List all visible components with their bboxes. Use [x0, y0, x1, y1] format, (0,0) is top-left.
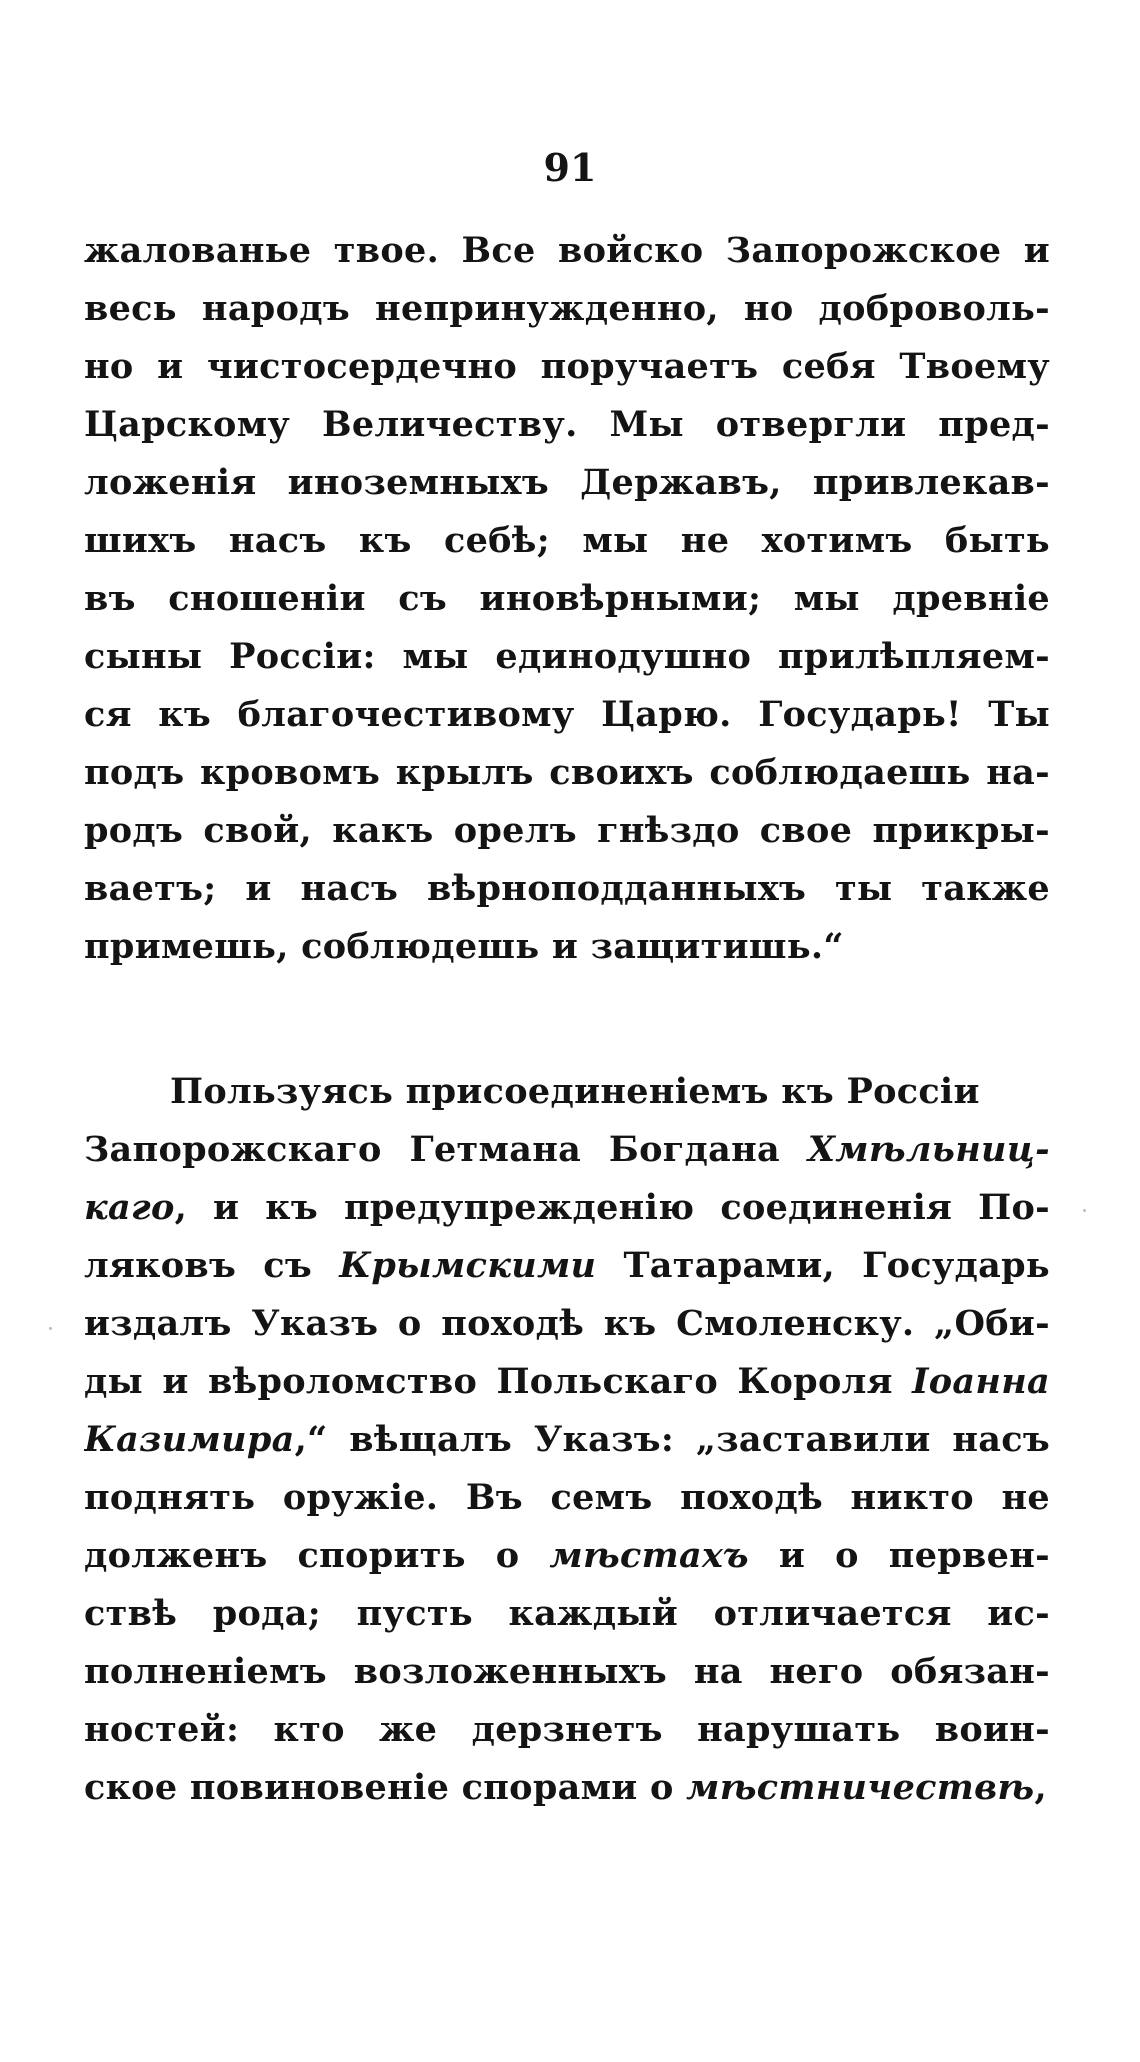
text-line: сыны Россіи: мы единодушно прилѣпляем-: [84, 636, 1050, 677]
text-segment: долженъ спорить о: [84, 1535, 550, 1576]
text-segment: поднять оружіе. Въ семъ походѣ никто не: [84, 1477, 1050, 1518]
text-line: жалованье твое. Все войско Запорожское и: [84, 230, 1050, 271]
text-line: [84, 1585, 1050, 1643]
page-number: 91: [543, 145, 597, 190]
text-segment: ды и вѣроломство Польскаго Короля: [84, 1361, 913, 1402]
text-line: Царскому Величеству. Мы отвергли пред-: [84, 404, 1050, 445]
italic-segment: Крымскими: [339, 1245, 597, 1286]
text-line: въ сношеніи съ иновѣрными; мы древніе: [84, 578, 1050, 619]
paper-speck: [49, 1327, 52, 1330]
text-segment: ское повиновеніе спорами о: [84, 1767, 687, 1808]
paragraph-decree: [84, 1063, 1050, 1817]
text-line: шихъ насъ къ себѣ; мы не хотимъ быть: [84, 520, 1050, 561]
text-line: ся къ благочестивому Царю. Государь! Ты: [84, 694, 1050, 735]
text-segment: ностей: кто же дерзнетъ нарушать воин-: [84, 1709, 1050, 1750]
italic-segment: мѣстахъ: [549, 1535, 749, 1576]
text-line: родъ свой, какъ орелъ гнѣздо свое прикры-: [84, 810, 1050, 851]
paragraph-quote-end: [84, 222, 1050, 976]
text-line: примешь, соблюдешь и защитишь.“: [84, 926, 844, 967]
text-line: [84, 1469, 1050, 1527]
text-segment: ,“ вѣщалъ Указъ: „заставили насъ: [294, 1419, 1050, 1460]
text-segment: ствѣ рода; пусть каждый отличается ис-: [84, 1593, 1050, 1634]
text-line: [84, 1759, 1050, 1817]
text-segment: , и къ предупрежденію соединенія По-: [174, 1187, 1050, 1228]
text-line: ложенія иноземныхъ Державъ, привлекав-: [84, 462, 1050, 503]
text-segment: издалъ Указъ о походѣ къ Смоленску. „Оби-: [84, 1303, 1050, 1344]
text-line: весь народъ непринужденно, но доброволь-: [84, 288, 1050, 329]
text-segment: и о первен-: [748, 1535, 1050, 1576]
italic-segment: Казимира: [84, 1419, 295, 1460]
text-line: [84, 1527, 1050, 1585]
italic-segment: Хмѣльниц-: [807, 1129, 1050, 1170]
text-segment: полненіемъ возложенныхъ на него обязан-: [84, 1651, 1050, 1692]
text-line: [84, 1295, 1050, 1353]
text-segment: ляковъ съ: [84, 1245, 340, 1286]
text-line: [84, 1179, 1050, 1237]
italic-segment: каго: [84, 1187, 175, 1228]
text-segment: ,: [1034, 1767, 1047, 1808]
text-line: [84, 1237, 1050, 1295]
italic-segment: мѣстничествѣ: [686, 1767, 1035, 1808]
paper-speck: [1083, 1209, 1086, 1212]
text-line: ваетъ; и насъ вѣрноподданныхъ ты также: [84, 868, 1050, 909]
italic-segment: Іоанна: [912, 1361, 1050, 1402]
text-line: [84, 1643, 1050, 1701]
text-line: [84, 1063, 1050, 1121]
text-segment: Пользуясь присоединеніемъ къ Россіи: [170, 1071, 980, 1112]
text-line: подъ кровомъ крылъ своихъ соблюдаешь на-: [84, 752, 1050, 793]
text-line: [84, 1701, 1050, 1759]
text-segment: Запорожскаго Гетмана Богдана: [84, 1129, 808, 1170]
text-line: но и чистосердечно поручаетъ себя Твоему: [84, 346, 1050, 387]
text-segment: Татарами, Государь: [596, 1245, 1050, 1286]
text-line: [84, 1121, 1050, 1179]
text-line: [84, 1411, 1050, 1469]
text-line: [84, 1353, 1050, 1411]
